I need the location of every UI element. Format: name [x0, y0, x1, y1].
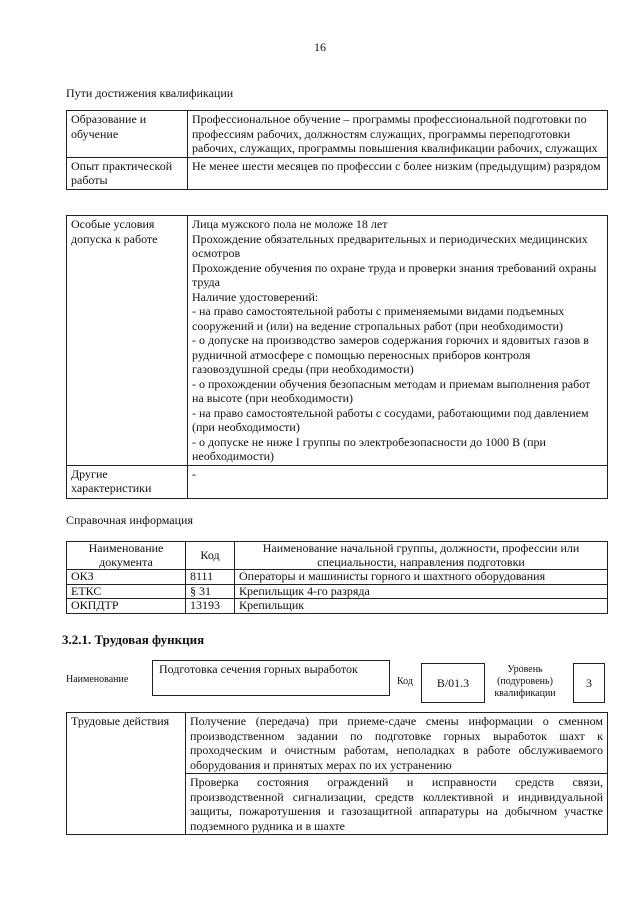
reference-table — [66, 541, 608, 614]
function-title: 3.2.1. Трудовая функция — [62, 632, 205, 647]
condition-line: - на право самостоятельной работы с сосудами, работающими под давлением (при необходимости) — [192, 405, 589, 434]
function-name-value: Подготовка сечения горных выработок — [159, 662, 358, 676]
table-cell: 13193 — [186, 599, 235, 614]
table-row — [67, 157, 608, 189]
experience-value: Не менее шести месяцев по профессии с более низким (предыдущим) разрядом — [188, 157, 608, 189]
condition-line: - о допуске на производство замеров содержания горючих и ядовитых газов в рудничной атмосфере с помощью переносных приборов контроля газовоздушной среды (при необходимости) — [192, 333, 589, 376]
condition-line: Наличие удостоверений: — [192, 289, 319, 304]
table-cell: § 31 — [186, 584, 235, 599]
table-row — [67, 584, 608, 599]
condition-line: - о прохождении обучения безопасным методам и приемам выполнения работ на высоте (при необходимости) — [192, 376, 591, 405]
labor-action-item: Проверка состояния ограждений и исправности средств связи, производственной сигнализации, средств коллективной и индивидуальной защиты, пожаротушения и газозащитной аппаратуры на добычном участке подземного рудника и в шахте — [186, 774, 608, 835]
column-header: Наименование начальной группы, должности, профессии или специальности, направления подготовки — [235, 542, 608, 570]
table-cell: ОКПДТР — [67, 599, 186, 614]
qualification-table — [66, 110, 608, 190]
condition-line: Прохождение обучения по охране труда и проверки знания требований охраны труда — [192, 260, 597, 289]
reference-heading: Справочная информация — [66, 513, 193, 527]
level-value: 3 — [586, 675, 592, 690]
level-label: Уровень (подуровень) квалификации — [494, 664, 556, 699]
labor-actions-table — [66, 712, 608, 835]
code-value: B/01.3 — [436, 675, 470, 690]
table-cell: Операторы и машинисты горного и шахтного оборудования — [235, 570, 608, 585]
function-name-box — [152, 660, 390, 696]
table-cell: 8111 — [186, 570, 235, 585]
condition-line: - на право самостоятельной работы с применяемыми видами подъемных сооружений и (или) на ведение стропальных работ (при необходимости) — [192, 304, 565, 333]
code-label: Код — [397, 676, 413, 687]
table-cell: ОКЗ — [67, 570, 186, 585]
education-value: Профессиональное обучение – программы профессиональной подготовки по профессиям рабочих, должностям служащих, программы переподготовки рабочих, служащих, программы повышения квалификации рабочих, служащих — [188, 111, 608, 158]
level-box — [573, 663, 605, 703]
table-row — [67, 713, 608, 774]
table-row — [67, 570, 608, 585]
table-row — [67, 465, 608, 498]
column-header: Наименование документа — [67, 542, 186, 570]
conditions-value — [188, 216, 608, 466]
education-label: Образование и обучение — [67, 111, 188, 158]
labor-actions-label: Трудовые действия — [67, 713, 186, 835]
table-header-row — [67, 542, 608, 570]
conditions-label: Особые условия допуска к работе — [67, 216, 188, 466]
condition-line: - о допуске не ниже I группы по электробезопасности до 1000 В (при необходимости) — [192, 434, 546, 463]
qualification-heading: Пути достижения квалификации — [66, 86, 234, 100]
table-row — [67, 599, 608, 614]
code-box — [421, 663, 485, 703]
other-label: Другие характеристики — [67, 465, 188, 498]
function-name-label: Наименование — [66, 674, 129, 685]
condition-line: Лица мужского пола не моложе 18 лет — [192, 217, 388, 231]
table-cell: Крепильщик 4-го разряда — [235, 584, 608, 599]
column-header: Код — [186, 542, 235, 570]
conditions-table — [66, 215, 608, 499]
page-number: 16 — [314, 40, 326, 54]
table-cell: Крепильщик — [235, 599, 608, 614]
labor-action-item: Получение (передача) при приеме-сдаче смены информации о сменном производственном задании по подготовке горных выработок шахт к проходческим и очистным работам, неполадках в работе обслуживаемого оборудования и принятых мерах по их устранению — [186, 713, 608, 774]
other-value: - — [188, 465, 608, 498]
experience-label: Опыт практической работы — [67, 157, 188, 189]
table-row — [67, 216, 608, 466]
table-cell: ЕТКС — [67, 584, 186, 599]
condition-line: Прохождение обязательных предварительных и периодических медицинских осмотров — [192, 231, 588, 260]
table-row — [67, 111, 608, 158]
